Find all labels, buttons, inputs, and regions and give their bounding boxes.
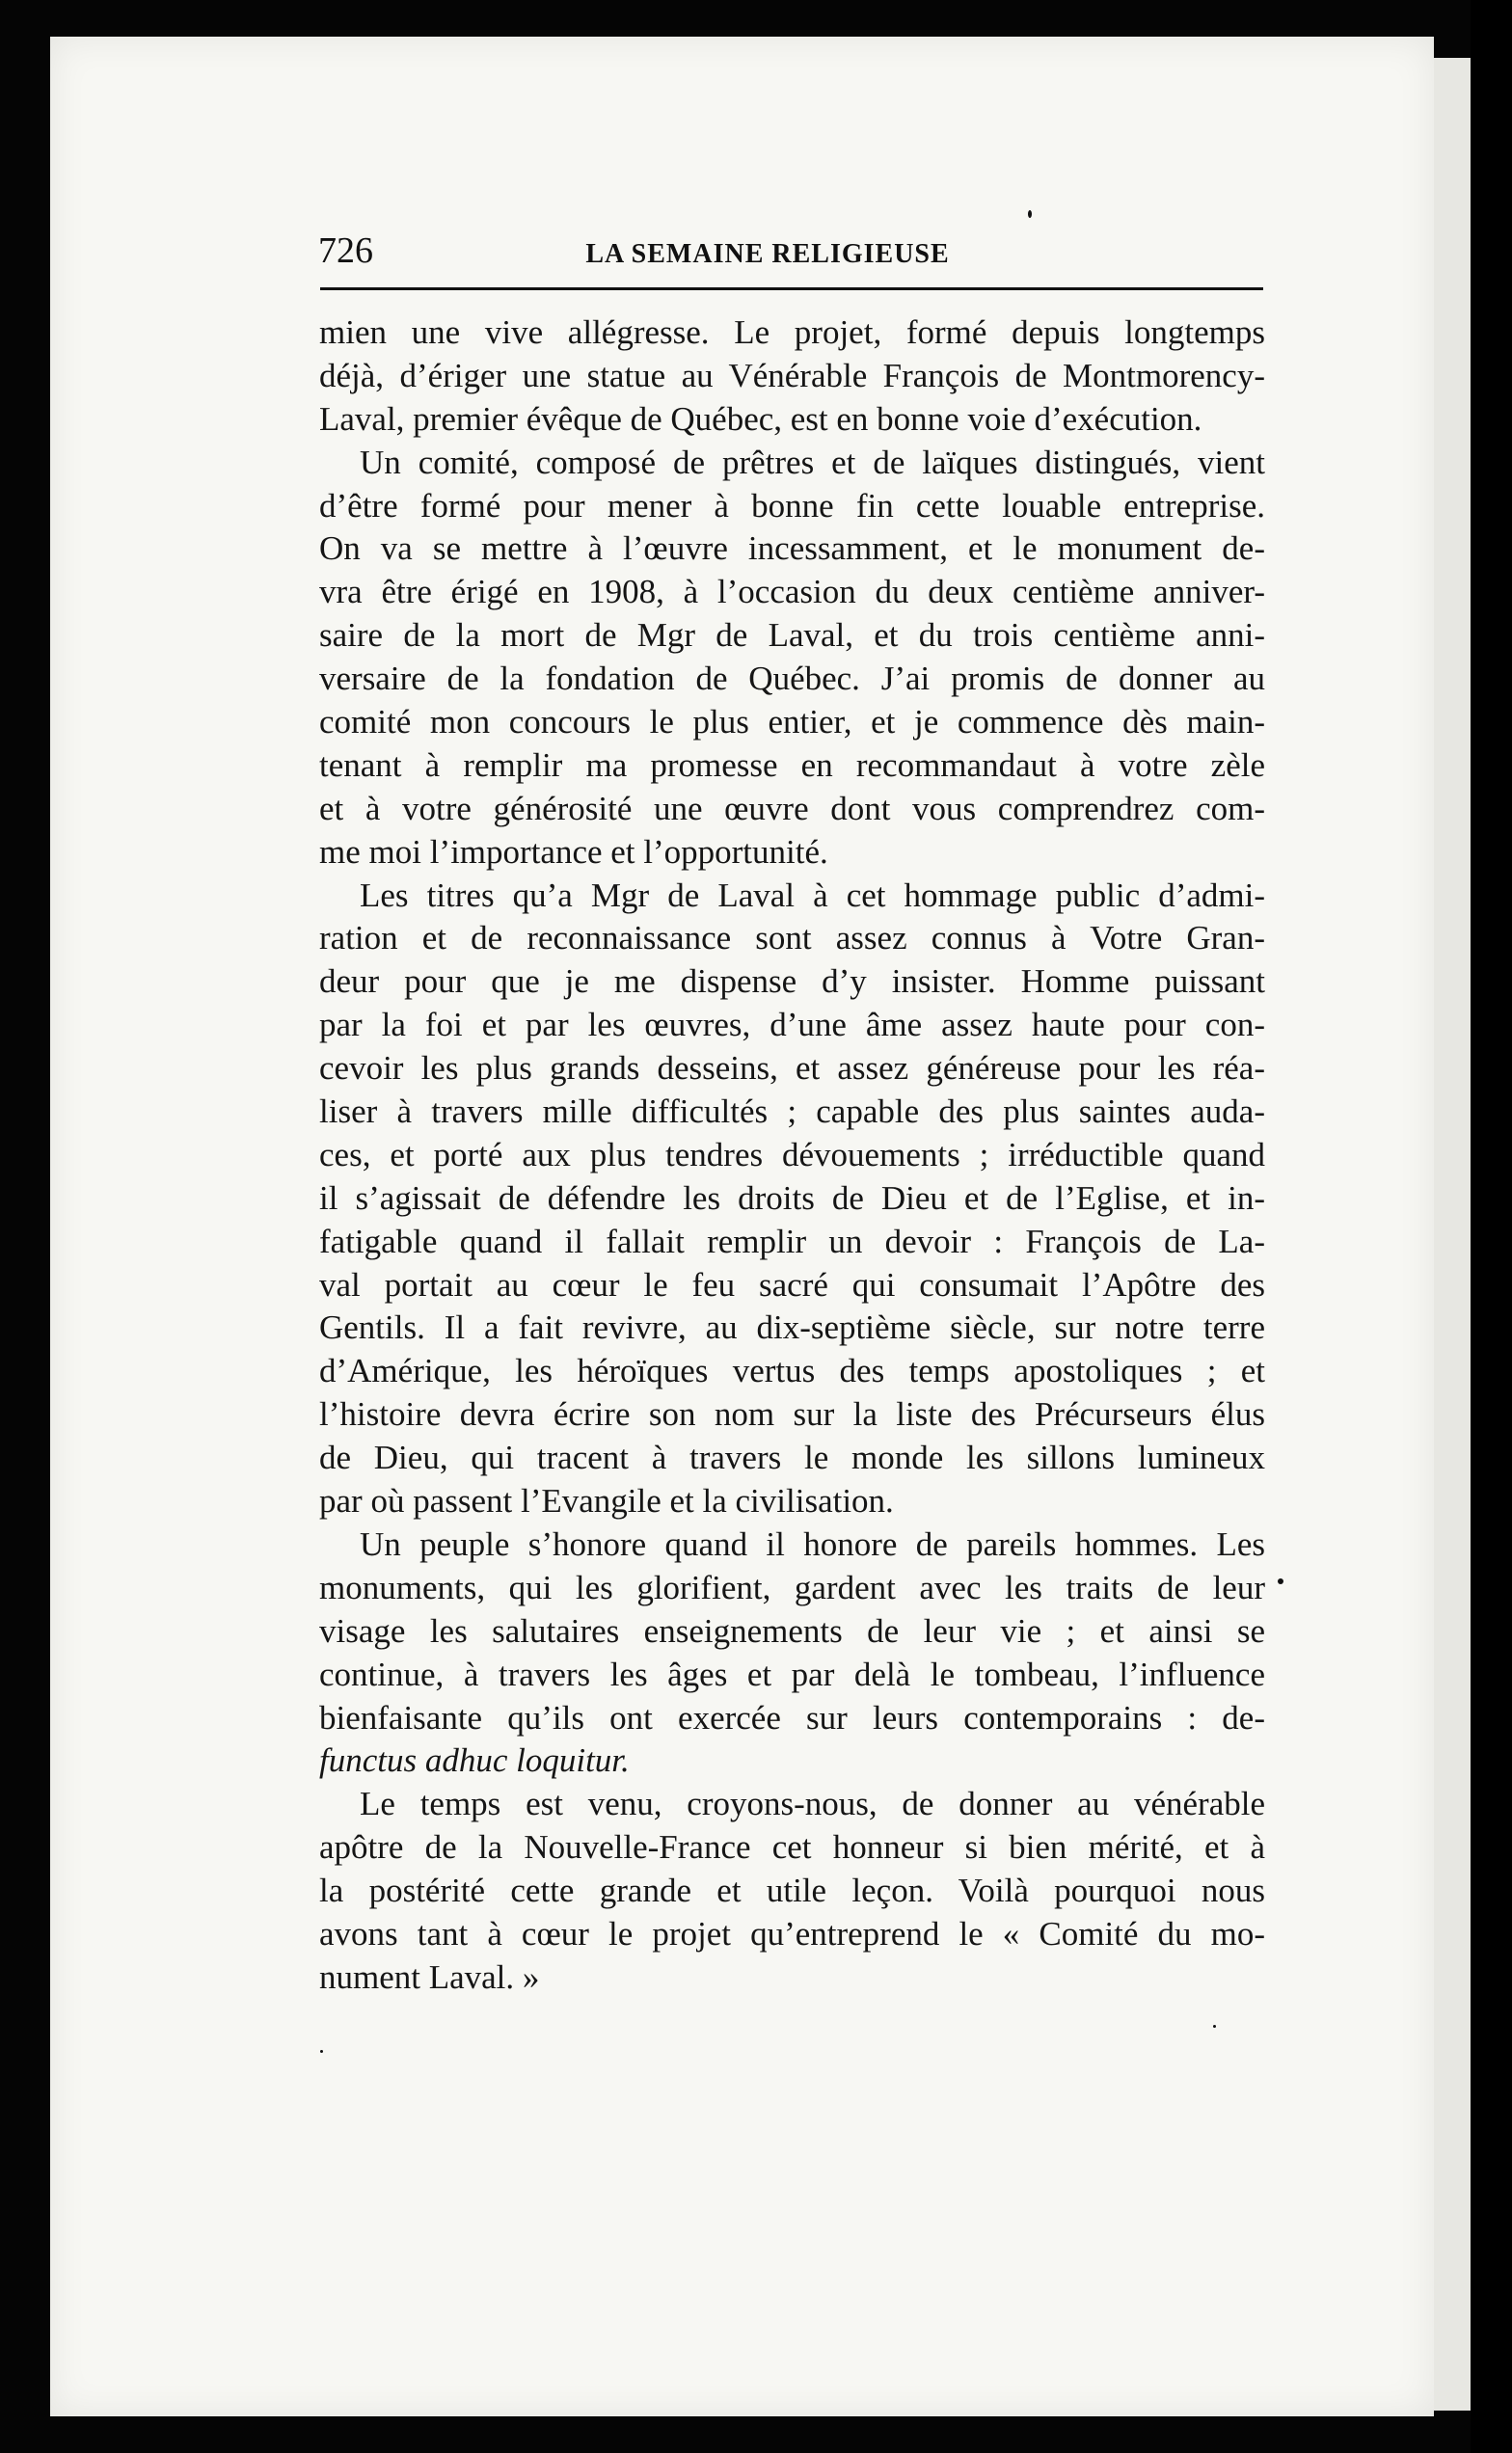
text-line: deur pour que je me dispense d’y insister. Homme puissant [319, 962, 1265, 1001]
paragraph-start-line: Un comité, composé de prêtres et de laïques distingués, vient [360, 443, 1265, 481]
text-line: saire de la mort de Mgr de Laval, et du trois centième anni- [319, 616, 1265, 655]
text-line: et à votre générosité une œuvre dont vous comprendrez com- [319, 789, 1265, 827]
text-line: nument Laval. » [319, 1957, 540, 1996]
text-line: mien une vive allégresse. Le projet, formé depuis longtemps [319, 313, 1265, 351]
text-line: monuments, qui les glorifient, gardent avec les traits de leur [319, 1568, 1265, 1606]
text-line: fatigable quand il fallait remplir un devoir : François de La- [319, 1222, 1265, 1260]
header-rule [320, 287, 1263, 290]
paragraph-start-line: Un peuple s’honore quand il honore de pareils hommes. Les [360, 1524, 1265, 1563]
text-line: me moi l’importance et l’opportunité. [319, 832, 828, 871]
text-line: par où passent l’Evangile et la civilisation. [319, 1482, 894, 1521]
scan-speck [1028, 210, 1032, 218]
text-line: d’être formé pour mener à bonne fin cette louable entreprise. [319, 486, 1265, 525]
text-line: comité mon concours le plus entier, et je commence dès main- [319, 703, 1265, 741]
text-line: par la foi et par les œuvres, d’une âme assez haute pour con- [319, 1006, 1265, 1044]
body-text [319, 311, 1265, 2000]
page-number: 726 [318, 230, 373, 271]
text-line: l’histoire devra écrire son nom sur la liste des Précurseurs élus [319, 1395, 1265, 1434]
running-header [272, 214, 1263, 291]
text-line: Laval, premier évêque de Québec, est en bonne voie d’exécution. [319, 399, 1202, 438]
text-line: bienfaisante qu’ils ont exercée sur leurs contemporains : de- [319, 1698, 1265, 1737]
text-line: tenant à remplir ma promesse en recommandaut à votre zèle [319, 745, 1265, 784]
text-line: Gentils. Il a fait revivre, au dix-septième siècle, sur notre terre [319, 1308, 1265, 1347]
text-line: de Dieu, qui tracent à travers le monde les sillons lumineux [319, 1439, 1265, 1477]
text-line: ces, et porté aux plus tendres dévouements ; irréductible quand [319, 1135, 1265, 1173]
running-title: LA SEMAINE RELIGIEUSE [585, 239, 950, 269]
scan-speck [1213, 2025, 1216, 2028]
scan-speck [1278, 1578, 1283, 1584]
text-line: d’Amérique, les héroïques vertus des temps apostoliques ; et [319, 1352, 1265, 1390]
text-line: déjà, d’ériger une statue au Vénérable François de Montmorency- [319, 356, 1265, 394]
paragraph-start-line: Les titres qu’a Mgr de Laval à cet hommage public d’admi- [360, 876, 1265, 914]
text-line: val portait au cœur le feu sacré qui consumait l’Apôtre des [319, 1265, 1265, 1304]
latin-quote-line: functus adhuc loquitur. [319, 1741, 630, 1780]
text-line: ration et de reconnaissance sont assez connus à Votre Gran- [319, 919, 1265, 957]
text-line: continue, à travers les âges et par delà le tombeau, l’influence [319, 1655, 1265, 1693]
paragraph-start-line: Le temps est venu, croyons-nous, de donner au vénérable [360, 1785, 1265, 1823]
text-line: cevoir les plus grands desseins, et assez généreuse pour les réa- [319, 1049, 1265, 1088]
binding-shadow [1471, 0, 1512, 2453]
text-line: il s’agissait de défendre les droits de Dieu et de l’Eglise, et in- [319, 1178, 1265, 1217]
adjacent-page-edge [1434, 58, 1471, 2411]
scan-speck [320, 2050, 323, 2053]
text-line: liser à travers mille difficultés ; capable des plus saintes auda- [319, 1092, 1265, 1131]
text-line: la postérité cette grande et utile leçon. Voilà pourquoi nous [319, 1872, 1265, 1910]
text-line: versaire de la fondation de Québec. J’ai promis de donner au [319, 660, 1265, 698]
text-line: visage les salutaires enseignements de leur vie ; et ainsi se [319, 1611, 1265, 1650]
text-line: apôtre de la Nouvelle-France cet honneur si bien mérité, et à [319, 1828, 1265, 1867]
text-line: vra être érigé en 1908, à l’occasion du deux centième anniver- [319, 573, 1265, 611]
text-line: avons tant à cœur le projet qu’entreprend le « Comité du mo- [319, 1914, 1265, 1953]
text-line: On va se mettre à l’œuvre incessamment, et le monument de- [319, 529, 1265, 568]
